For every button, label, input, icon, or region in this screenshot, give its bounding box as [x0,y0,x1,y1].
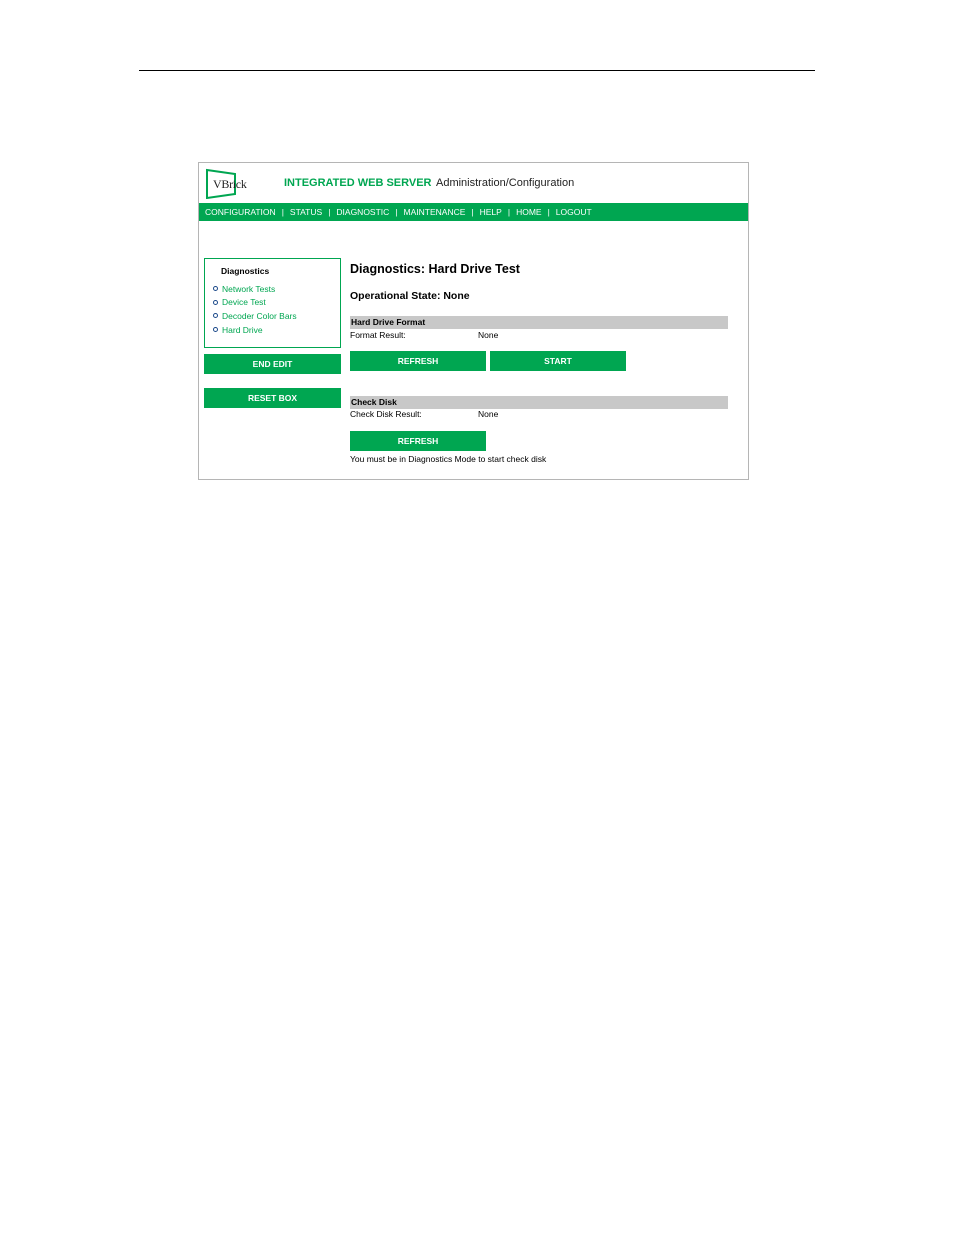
nav-separator: | [547,207,550,217]
format-result-value: None [478,330,499,340]
nav-separator: | [281,207,284,217]
circle-bullet-icon [213,327,218,332]
sidebar-item-network-tests[interactable] [213,282,340,296]
nav-diagnostic[interactable]: DIAGNOSTIC [336,207,390,217]
reset-box-button[interactable]: RESET BOX [204,388,341,408]
top-nav-bar [199,203,748,221]
sidebar-item-label[interactable]: Hard Drive [222,324,263,335]
circle-bullet-icon [213,313,218,318]
check-disk-result-value: None [478,409,499,419]
circle-bullet-icon [213,286,218,291]
nav-separator: | [507,207,511,217]
operational-state: Operational State: None [350,290,470,302]
check-disk-refresh-button[interactable]: REFRESH [350,431,486,451]
nav-logout[interactable]: LOGOUT [555,207,592,217]
sidebar-item-label[interactable]: Network Tests [222,283,276,294]
sidebar-item-hard-drive[interactable] [213,323,340,337]
nav-separator: | [471,207,474,217]
format-start-button[interactable]: START [490,351,626,371]
check-disk-note: You must be in Diagnostics Mode to start check disk [350,454,547,464]
sidebar-item-label[interactable]: Device Test [222,297,266,308]
nav-separator: | [328,207,331,217]
nav-home[interactable]: HOME [516,207,542,217]
app-header [199,163,748,203]
check-disk-result-label: Check Disk Result: [350,409,422,419]
nav-maintenance[interactable]: MAINTENANCE [403,207,466,217]
diagnostics-menu-heading: Diagnostics [221,266,270,276]
nav-configuration[interactable]: CONFIGURATION [205,207,276,217]
format-result-label: Format Result: [350,330,406,340]
server-title: INTEGRATED WEB SERVER [284,177,432,189]
sidebar-item-decoder-color-bars[interactable] [213,309,340,323]
logo-text: VBrick [213,177,247,191]
vbrick-logo[interactable] [205,168,245,199]
format-refresh-button[interactable]: REFRESH [350,351,486,371]
nav-help[interactable]: HELP [479,207,502,217]
nav-separator: | [395,207,398,217]
hard-drive-format-heading: Hard Drive Format [350,316,728,329]
diagnostics-menu [204,258,341,348]
server-subtitle: Administration/Configuration [436,177,575,189]
sidebar-item-device-test[interactable] [213,296,340,310]
circle-bullet-icon [213,300,218,305]
page-title: Diagnostics: Hard Drive Test [350,262,520,276]
nav-status[interactable]: STATUS [289,207,323,217]
check-disk-heading: Check Disk [350,396,728,409]
page-header-rule [139,70,815,71]
sidebar-item-label[interactable]: Decoder Color Bars [222,310,297,321]
end-edit-button[interactable]: END EDIT [204,354,341,374]
browser-content-frame [198,162,749,480]
